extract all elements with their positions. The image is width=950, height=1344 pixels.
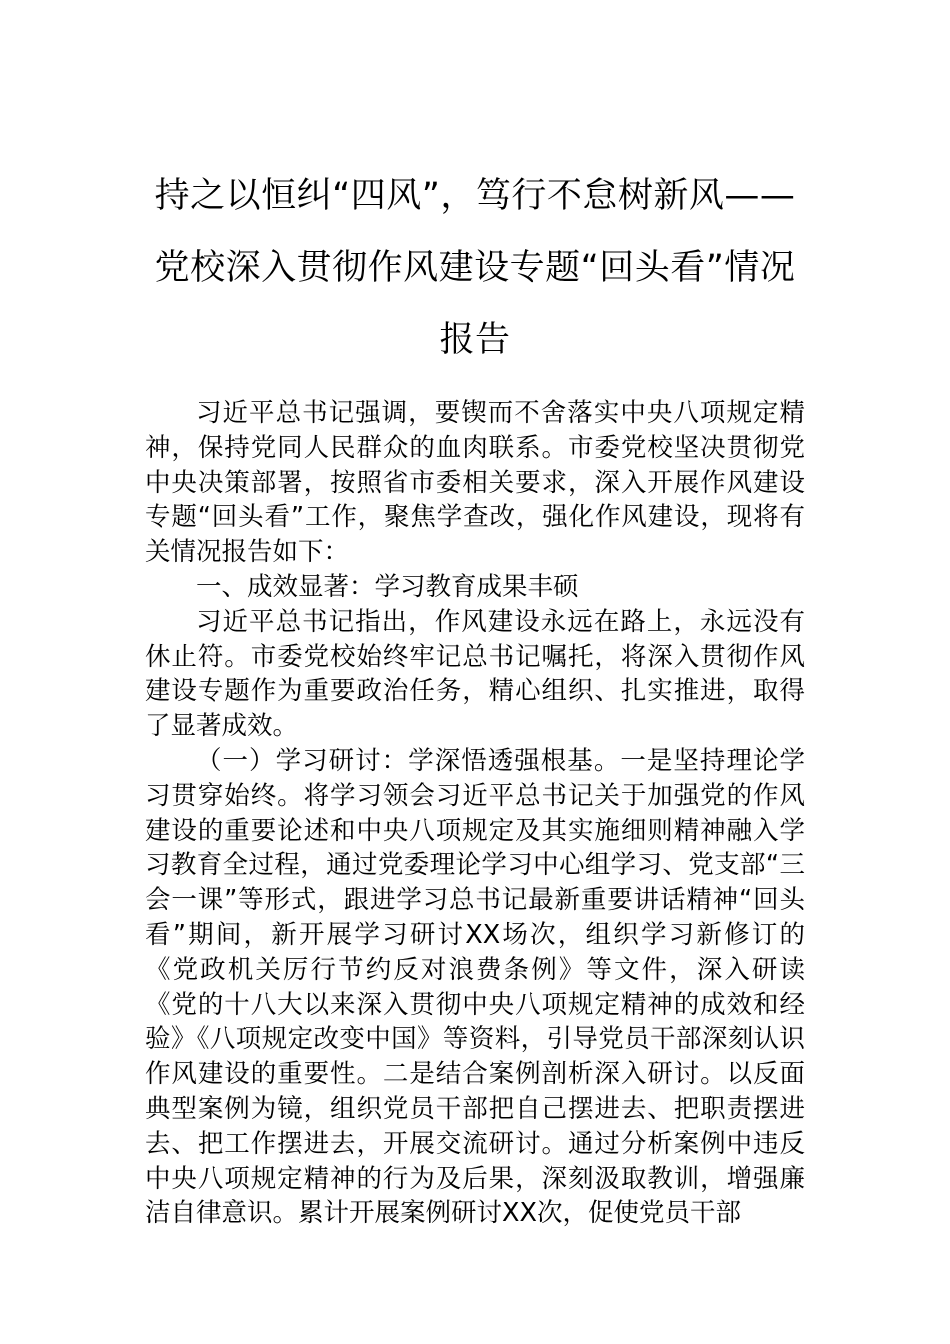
paragraph-intro: 习近平总书记强调，要锲而不舍落实中央八项规定精神，保持党同人民群众的血肉联系。市委党校坚决贯彻党中央决策部署，按照省市委相关要求，深入开展作风建设专题“回头看”工作，聚焦学查改，强化作风建设，现将有关情况报告如下： (145, 398, 805, 568)
section-heading-1: 一、成效显著：学习教育成果丰硕 (196, 571, 579, 602)
document-title: 持之以恒纠“四风”，笃行不怠树新风——党校深入贯彻作风建设专题“回头看”情况报告 (154, 176, 796, 360)
document-body (145, 396, 805, 1231)
paragraph-section-1: 习近平总书记指出，作风建设永远在路上，永远没有休止符。市委党校始终牢记总书记嘱托，将深入贯彻作风建设专题作为重要政治任务，精心组织、扎实推进，取得了显著成效。 (145, 606, 805, 742)
paragraph-subsection-1: （一）学习研讨：学深悟透强根基。一是坚持理论学习贯穿始终。将学习领会习近平总书记关于加强党的作风建设的重要论述和中央八项规定及其实施细则精神融入学习教育全过程，通过党委理论学习中心组学习、党支部“三会一课”等形式，跟进学习总书记最新重要讲话精神“回头看”期间，新开展学习研讨XX场次，组织学习新修订的《党政机关厉行节约反对浪费条例》等文件，深入研读《党的十八大以来深入贯彻中央八项规定精神的成效和经验》《八项规定改变中国》等资料，引导党员干部深刻认识作风建设的重要性。二是结合案例剖析深入研讨。以反面典型案例为镜，组织党员干部把自己摆进去、把职责摆进去、把工作摆进去，开展交流研讨。通过分析案例中违反中央八项规定精神的行为及后果，深刻汲取教训，增强廉洁自律意识。累计开展案例研讨XX次，促使党员干部 (145, 745, 805, 1229)
